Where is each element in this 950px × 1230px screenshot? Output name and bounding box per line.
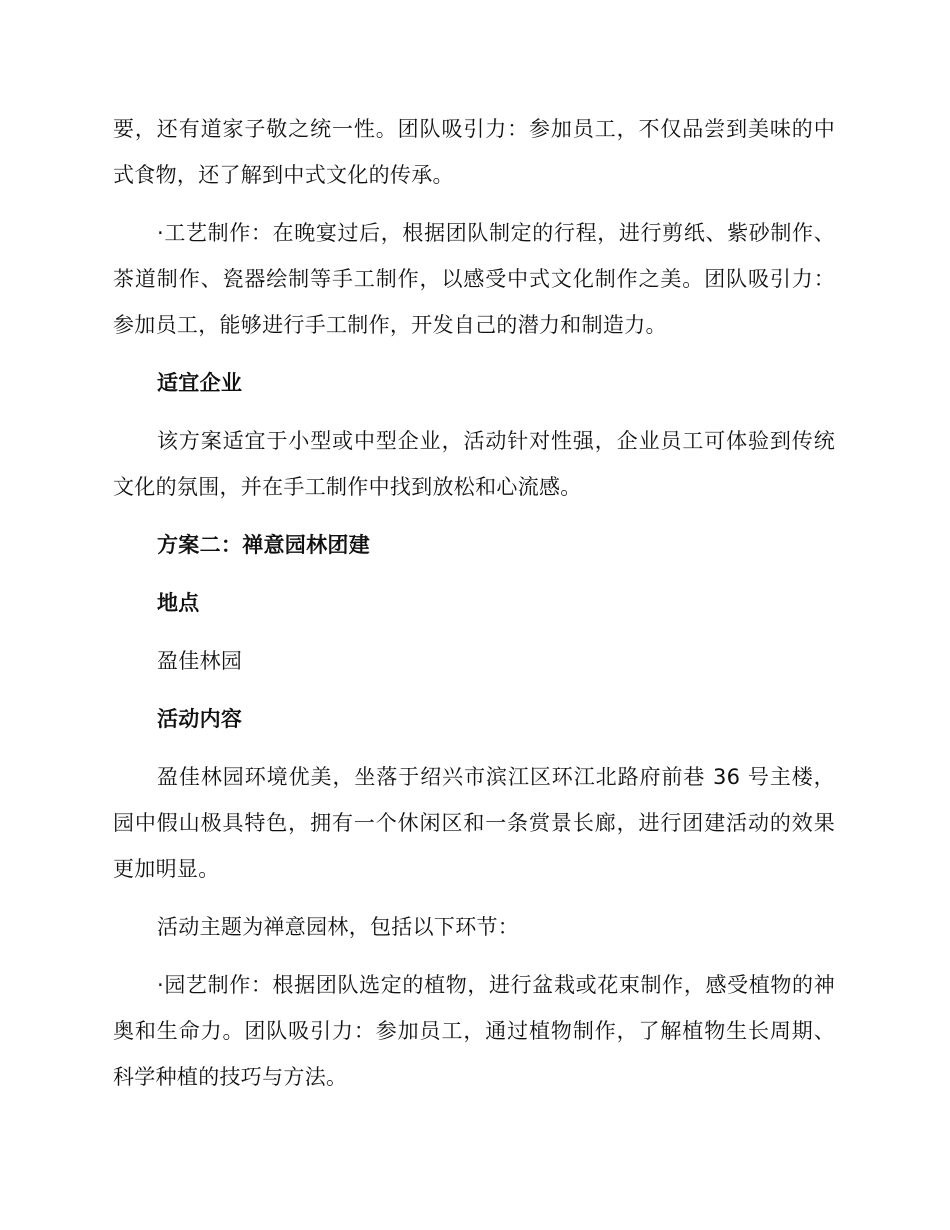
heading-location: 地点 <box>157 591 200 615</box>
heading-suitable-enterprises: 适宜企业 <box>157 371 243 395</box>
paragraph-location: 盈佳林园 <box>157 649 243 673</box>
paragraph-suitable-enterprises: 该方案适宜于小型或中型企业，活动针对性强，企业员工可体验到传统文化的氛围，并在手工制作中找到放松和心流感。 <box>113 429 835 499</box>
paragraph-craft-making: ·工艺制作：在晚宴过后，根据团队制定的行程，进行剪纸、紫砂制作、茶道制作、瓷器绘制等手工制作，以感受中式文化制作之美。团队吸引力：参加员工，能够进行手工制作，开发自己的潜力和制造力。 <box>113 221 835 337</box>
heading-activity-content: 活动内容 <box>157 707 243 731</box>
paragraph-activity-theme: 活动主题为禅意园林，包括以下环节： <box>157 915 520 939</box>
paragraph-venue-description: 盈佳林园环境优美，坐落于绍兴市滨江区环江北路府前巷 36 号主楼，园中假山极具特色，拥有一个休闲区和一条赏景长廊，进行团建活动的效果更加明显。 <box>113 765 835 881</box>
paragraph-continuation: 要，还有道家子敬之统一性。团队吸引力：参加员工，不仅品尝到美味的中式食物，还了解到中式文化的传承。 <box>113 117 835 187</box>
heading-plan-two: 方案二：禅意园林团建 <box>157 533 370 557</box>
paragraph-gardening: ·园艺制作：根据团队选定的植物，进行盆栽或花束制作，感受植物的神奥和生命力。团队吸引力：参加员工，通过植物制作，了解植物生长周期、科学种植的技巧与方法。 <box>113 973 835 1089</box>
document-body <box>113 106 835 1112</box>
